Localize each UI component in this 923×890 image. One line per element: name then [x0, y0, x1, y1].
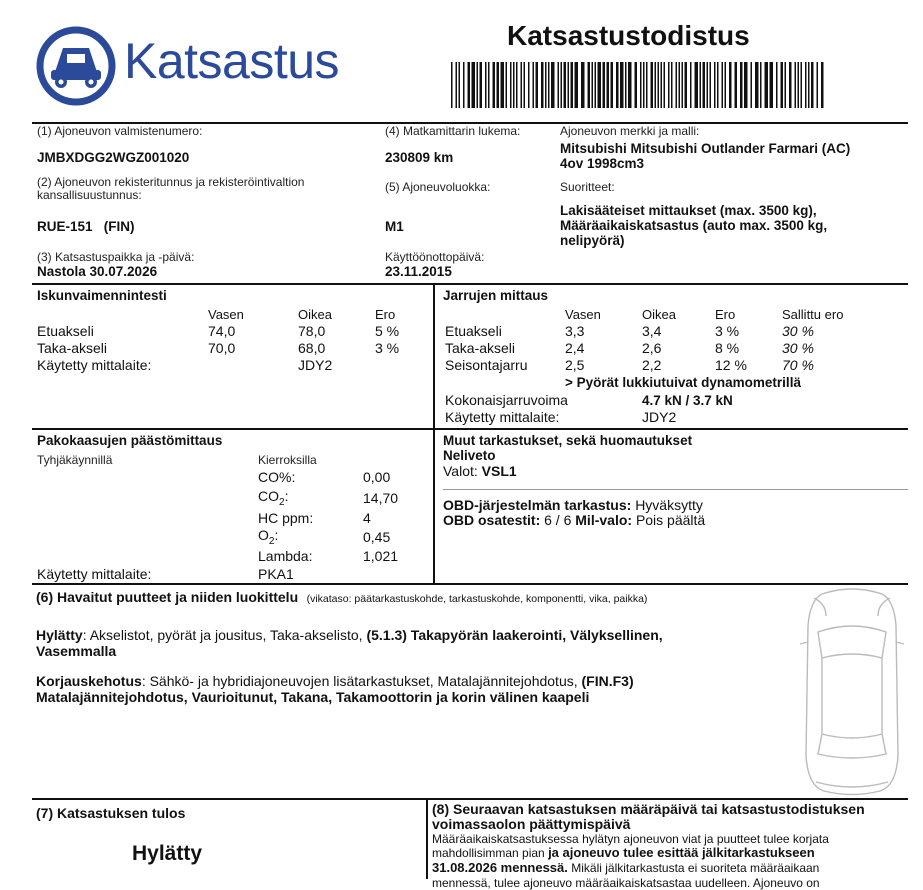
emission-value: 1,021 [363, 548, 399, 564]
barcode-bar [795, 62, 797, 108]
shock-row-name: Etuakseli [37, 323, 94, 339]
barcode-bar [459, 62, 461, 108]
make-line2: 4ov 1998cm3 [560, 156, 645, 171]
brakes-row-name: Seisontajarru [445, 357, 528, 373]
brakes-total-label: Kokonaisjarruvoima [445, 392, 568, 408]
barcode-bar [700, 62, 702, 108]
class-label: (5) Ajoneuvoluokka: [385, 180, 491, 194]
next-inspection: (8) Seuraavan katsastuksen määräpäivä tai katsastustodistuksen voimassaolon päättymispäivä Määräaikaiskatsastuksessa hylätyn ajoneuvon viat ja puutteet tulee korjata mahdollisimman pian ja ajoneuvo tulee esittää jälkitarkastukseen 31.08.2026 mennessä. Mikäli jälkitarkastusta ei suoriteta määräaikaan mennessä, tulee ajoneuvo määräaikaiskatsastaa uudelleen. Ajoneuvo on [432, 801, 865, 890]
result-value: Hylätty [132, 842, 203, 865]
barcode-bar [513, 62, 515, 108]
reg-value: RUE-151 (FIN) [37, 219, 135, 234]
services-label: Suoritteet: [560, 180, 615, 194]
defects-heading: (6) Havaitut puutteet ja niiden luokittelu (vikataso: päätarkastuskohde, tarkastuskohde, komponentti, vika, paikka) [36, 589, 648, 605]
barcode-bar [598, 62, 602, 108]
barcode-bar [661, 62, 663, 108]
barcode [449, 62, 829, 108]
emissions-device-label: Käytetty mittalaite: [37, 566, 152, 582]
barcode-bar [551, 62, 555, 108]
barcode-bar [744, 62, 748, 108]
shock-row-diff: 3 % [375, 340, 400, 356]
barcode-bar [463, 62, 465, 108]
barcode-bar [603, 62, 606, 108]
emissions-rpm-label: Kierroksilla [258, 453, 317, 467]
barcode-bar [703, 62, 706, 108]
brakes-header-left: Vasen [565, 307, 601, 322]
barcode-bar [817, 62, 819, 108]
emission-name: $CO_2$: [258, 488, 289, 508]
barcode-bar [808, 62, 810, 108]
divider [433, 284, 435, 584]
brakes-row-right: 3,4 [642, 323, 662, 339]
barcode-bar [516, 62, 518, 108]
brakes-device-value: JDY2 [642, 409, 677, 425]
barcode-bar [635, 62, 638, 108]
defect-fail: Hylätty: Akselistot, pyörät ja jousitus, Taka-akselisto, (5.1.3) Takapyörän laakerointi, Välyksellinen, Vasemmalla [36, 627, 663, 659]
shock-device-value: JDY2 [298, 357, 333, 373]
emission-value: 0,45 [363, 529, 391, 545]
vin-label: (1) Ajoneuvon valmistenumero: [37, 124, 203, 138]
barcode-bar [821, 62, 824, 108]
barcode-bar [616, 62, 619, 108]
barcode-bar [625, 62, 627, 108]
barcode-bar [811, 62, 814, 108]
barcode-bar [611, 62, 614, 108]
barcode-bar [735, 62, 738, 108]
barcode-bar [740, 62, 743, 108]
first-use-label: Käyttöönottopäivä: [385, 250, 485, 264]
brakes-row-diff: 3 % [715, 323, 740, 339]
odometer-value: 230809 km [385, 150, 454, 165]
barcode-bar [620, 62, 624, 108]
barcode-bar [568, 62, 570, 108]
barcode-bar [682, 62, 684, 108]
barcode-bar [521, 62, 523, 108]
place-value: Nastola 30.07.2026 [37, 264, 158, 279]
shock-row-right: 78,0 [298, 323, 326, 339]
document-title: Katsastustodistus [507, 20, 750, 51]
other-title: Muut tarkastukset, sekä huomautukset [443, 433, 693, 448]
odometer-label: (4) Matkamittarin lukema: [385, 124, 521, 138]
barcode-bar [722, 62, 724, 108]
car-diagram-icon [796, 586, 908, 798]
make-label: Ajoneuvon merkki ja malli: [560, 124, 700, 138]
barcode-bar [595, 62, 597, 108]
barcode-bar [528, 62, 530, 108]
barcode-bar [571, 62, 574, 108]
barcode-bar [776, 62, 778, 108]
barcode-bar [456, 62, 458, 108]
make-line1: Mitsubishi Mitsubishi Outlander Farmari (AC) [560, 141, 851, 156]
brakes-title: Jarrujen mittaus [443, 288, 549, 303]
barcode-bar [592, 62, 594, 108]
shock-row-right: 68,0 [298, 340, 326, 356]
barcode-bar [524, 62, 526, 108]
barcode-bar [664, 62, 666, 108]
divider [32, 283, 908, 285]
divider [443, 489, 908, 490]
barcode-bar [575, 62, 579, 108]
barcode-bar [506, 62, 508, 108]
barcode-bar [451, 62, 453, 108]
barcode-bar [676, 62, 678, 108]
emissions-device-value: PKA1 [258, 566, 294, 582]
result-title: (7) Katsastuksen tulos [36, 805, 186, 821]
emission-name: Lambda: [258, 548, 313, 564]
emission-name: HC ppm: [258, 510, 314, 526]
emission-value: 14,70 [363, 490, 399, 506]
shock-row-left: 70,0 [208, 340, 236, 356]
place-label: (3) Katsastuspaikka ja -päivä: [37, 250, 195, 264]
barcode-bar [564, 62, 567, 108]
brakes-note: > Pyörät lukkiutuivat dynamometrillä [565, 375, 801, 390]
barcode-bar [655, 62, 657, 108]
emissions-idle-label: Tyhjäkäynnillä [37, 453, 113, 467]
barcode-bar [607, 62, 610, 108]
emission-name: $O_2$: [258, 527, 279, 547]
barcode-bar [501, 62, 505, 108]
shock-header-diff: Ero [375, 307, 396, 322]
shock-row-name: Taka-akseli [37, 340, 108, 356]
barcode-bar [671, 62, 673, 108]
shock-row-diff: 5 % [375, 323, 400, 339]
shock-header-right: Oikea [298, 307, 332, 322]
emission-value: 0,00 [363, 469, 391, 485]
logo [36, 26, 340, 110]
brakes-row-left: 2,4 [565, 340, 585, 356]
barcode-bar [558, 62, 560, 108]
divider [426, 799, 428, 879]
shock-row-left: 74,0 [208, 323, 236, 339]
barcode-bar [707, 62, 709, 108]
barcode-bar [480, 62, 483, 108]
barcode-bar [710, 62, 712, 108]
barcode-bar [805, 62, 807, 108]
vin-value: JMBXDGG2WGZ001020 [37, 150, 190, 165]
barcode-bar [785, 62, 787, 108]
barcode-bar [510, 62, 512, 108]
barcode-bar [533, 62, 535, 108]
divider [32, 798, 908, 800]
barcode-bar [789, 62, 792, 108]
shock-device-label: Käytetty mittalaite: [37, 357, 152, 373]
barcode-bar [472, 62, 476, 108]
brakes-row-right: 2,6 [642, 340, 662, 356]
brakes-row-name: Taka-akseli [445, 340, 516, 356]
barcode-bar [765, 62, 769, 108]
brakes-row-diff: 8 % [715, 340, 740, 356]
barcode-bar [497, 62, 500, 108]
barcode-bar [668, 62, 670, 108]
class-value: M1 [385, 219, 404, 234]
barcode-bar [628, 62, 632, 108]
defect-fix: Korjauskehotus: Sähkö- ja hybridiajoneuvojen lisätarkastukset, Matalajännitejohdotus, (FIN.F3) Matalajännitejohdotus, Vaurioitunut, Takana, Takamoottorin ja korin välinen kaapeli [36, 673, 634, 705]
services-value: Lakisääteiset mittaukset (max. 3500 kg), Määräaikaiskatsastus (auto max. 3500 kg, nelipyörä) [560, 203, 828, 248]
brakes-header-right: Oikea [642, 307, 676, 322]
brakes-device-label: Käytetty mittalaite: [445, 409, 560, 425]
brakes-row-allowed: 30 % [782, 340, 814, 356]
barcode-bar [548, 62, 550, 108]
barcode-bar [581, 62, 585, 108]
barcode-bar [798, 62, 800, 108]
brakes-row-allowed: 30 % [782, 323, 814, 339]
other-drive: Neliveto [443, 448, 496, 463]
barcode-bar [695, 62, 699, 108]
barcode-bar [725, 62, 727, 108]
barcode-bar [755, 62, 759, 108]
brand-name: Katsastus [124, 33, 340, 89]
barcode-bar [801, 62, 803, 108]
reg-label: (2) Ajoneuvon rekisteritunnus ja rekisteröintivaltion kansallisuustunnus: [37, 175, 305, 202]
brakes-row-allowed: 70 % [782, 357, 814, 373]
shock-title: Iskunvaimennintesti [37, 288, 167, 303]
barcode-bar [640, 62, 642, 108]
emissions-title: Pakokaasujen päästömittaus [37, 433, 223, 448]
barcode-bar [781, 62, 784, 108]
barcode-bar [646, 62, 648, 108]
divider [32, 583, 908, 585]
barcode-bar [751, 62, 753, 108]
barcode-bar [477, 62, 479, 108]
divider [32, 428, 908, 430]
barcode-bar [493, 62, 496, 108]
brakes-header-diff: Ero [715, 307, 736, 322]
first-use-value: 23.11.2015 [385, 264, 452, 279]
barcode-bar [468, 62, 471, 108]
emission-value: 4 [363, 510, 371, 526]
barcode-bar [643, 62, 645, 108]
barcode-bar [651, 62, 654, 108]
brakes-row-right: 2,2 [642, 357, 662, 373]
brakes-total-value: 4.7 kN / 3.7 kN [642, 393, 733, 408]
brakes-header-allowed: Sallittu ero [782, 307, 844, 322]
barcode-bar [770, 62, 774, 108]
barcode-bar [679, 62, 681, 108]
other-lights: Valot: VSL1 [443, 463, 517, 479]
brakes-row-left: 2,5 [565, 357, 585, 373]
barcode-bar [488, 62, 490, 108]
barcode-bar [760, 62, 762, 108]
barcode-bar [545, 62, 547, 108]
barcode-bar [485, 62, 487, 108]
obd-check: OBD-järjestelmän tarkastus: Hyväksytty [443, 497, 703, 513]
barcode-bar [729, 62, 732, 108]
emission-name: CO%: [258, 469, 296, 485]
barcode-bar [658, 62, 660, 108]
barcode-bar [685, 62, 688, 108]
barcode-bar [541, 62, 544, 108]
brakes-row-name: Etuakseli [445, 323, 502, 339]
shock-header-left: Vasen [208, 307, 244, 322]
brakes-row-diff: 12 % [715, 357, 747, 373]
barcode-bar [690, 62, 692, 108]
car-logo-icon [36, 26, 116, 106]
barcode-bar [561, 62, 563, 108]
barcode-bar [588, 62, 591, 108]
barcode-bar [714, 62, 716, 108]
obd-tests: OBD osatestit: 6 / 6 Mil-valo: Pois päältä [443, 512, 706, 528]
barcode-bar [536, 62, 539, 108]
brakes-row-left: 3,3 [565, 323, 585, 339]
barcode-bar [717, 62, 719, 108]
